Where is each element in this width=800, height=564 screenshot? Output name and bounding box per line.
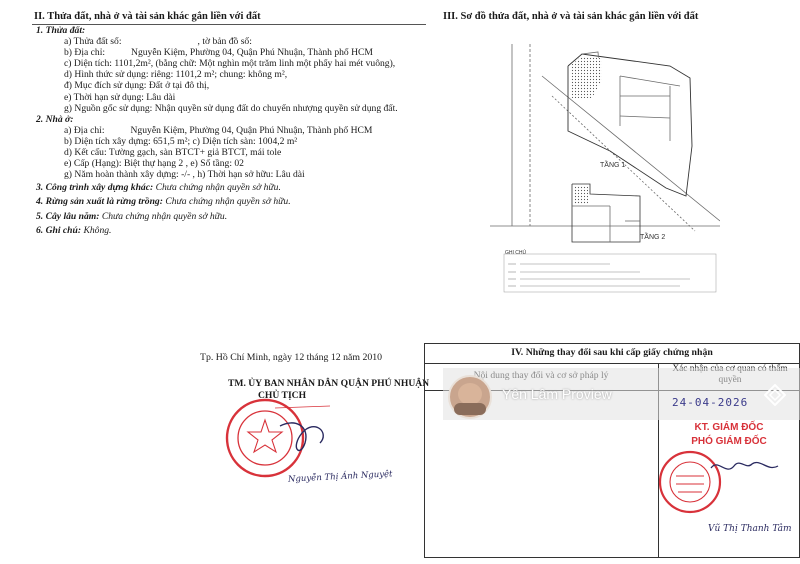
land-line-a: a) Thửa đất số: , tờ bản đồ số:: [64, 36, 252, 48]
place-date: Tp. Hồ Chí Minh, ngày 12 tháng 12 năm 2010: [200, 352, 383, 363]
land-line-b: b) Địa chỉ: Nguyễn Kiệm, Phường 04, Quận Phú Nhuận, Thành phố HCM: [64, 47, 373, 59]
pho-giam-doc: PHÓ GIÁM ĐỐC: [691, 436, 767, 447]
item-4: 4. Rừng sản xuất là rừng trồng: Chưa chứng nhận quyền sở hữu.: [36, 196, 291, 208]
item-3: 3. Công trình xây dựng khác: Chưa chứng nhận quyền sở hữu.: [36, 182, 281, 194]
land-heading: 1. Thửa đất:: [36, 25, 86, 36]
house-line-d: e) Cấp (Hạng): Biệt thự hạng 2 , e) Số tầng: 02: [64, 158, 244, 170]
land-line-g: g) Nguồn gốc sử dụng: Nhận quyền sử dụng đất do chuyển nhượng quyền sử dụng đất.: [64, 102, 398, 114]
watermark-logo-icon: [764, 384, 786, 406]
land-line-e: đ) Mục đích sử dụng: Đất ở tại đô thị,: [64, 80, 210, 92]
section-2-title: II. Thửa đất, nhà ở và tài sản khác gắn liền với đất: [34, 11, 261, 22]
section-4-title: IV. Những thay đổi sau khi cấp giấy chứng nhận: [511, 347, 713, 358]
watermark-avatar: [448, 375, 492, 419]
signer-name-left: Nguyễn Thị Ánh Nguyệt: [287, 469, 393, 485]
signing-role: CHỦ TỊCH: [258, 390, 307, 401]
house-line-a: a) Địa chỉ: Nguyễn Kiệm, Phường 04, Quận Phú Nhuận, Thành phố HCM: [64, 124, 373, 136]
date-stamp: 24-04-2026: [672, 396, 749, 409]
land-line-d: d) Hình thức sử dụng: riêng: 1101,2 m²; chung: không m²,: [64, 69, 288, 81]
signer-name-right: Vũ Thị Thanh Tâm: [708, 524, 792, 534]
watermark-band: [443, 368, 800, 420]
watermark-text: Yên Lâm Proview: [502, 386, 612, 402]
house-line-c: d) Kết cấu: Tường gạch, sàn BTCT+ giả BTCT, mái tole: [64, 147, 282, 159]
kt-giam-doc: KT. GIÁM ĐỐC: [694, 422, 764, 433]
item-5: 5. Cây lâu năm: Chưa chứng nhận quyền sở hữu.: [36, 210, 228, 222]
house-heading: 2. Nhà ở:: [36, 113, 74, 125]
section-3-title: III. Sơ đồ thửa đất, nhà ở và tài sản khác gắn liền với đất: [443, 11, 699, 22]
item-6: 6. Ghi chú: Không.: [36, 224, 112, 236]
land-line-f: e) Thời hạn sử dụng: Lâu dài: [64, 91, 176, 103]
plan-floor1-label: TẦNG 1: [600, 162, 626, 169]
house-line-b: b) Diện tích xây dựng: 651,5 m²; c) Diện tích sàn: 1004,2 m²: [64, 135, 298, 147]
plan-legend-title: GHI CHÚ: [505, 250, 527, 256]
section-2-body: [36, 25, 398, 236]
house-line-e: g) Năm hoàn thành xây dựng: -/- , h) Thời hạn sở hữu: Lâu dài: [64, 169, 305, 181]
land-line-c: c) Diện tích: 1101,2m², (bằng chữ: Một nghìn một trăm linh một phẩy hai mét vuông),: [64, 58, 396, 70]
plan-floor2-label: TẦNG 2: [640, 234, 666, 241]
signing-org: TM. ỦY BAN NHÂN DÂN QUẬN PHÚ NHUẬN: [228, 378, 430, 389]
